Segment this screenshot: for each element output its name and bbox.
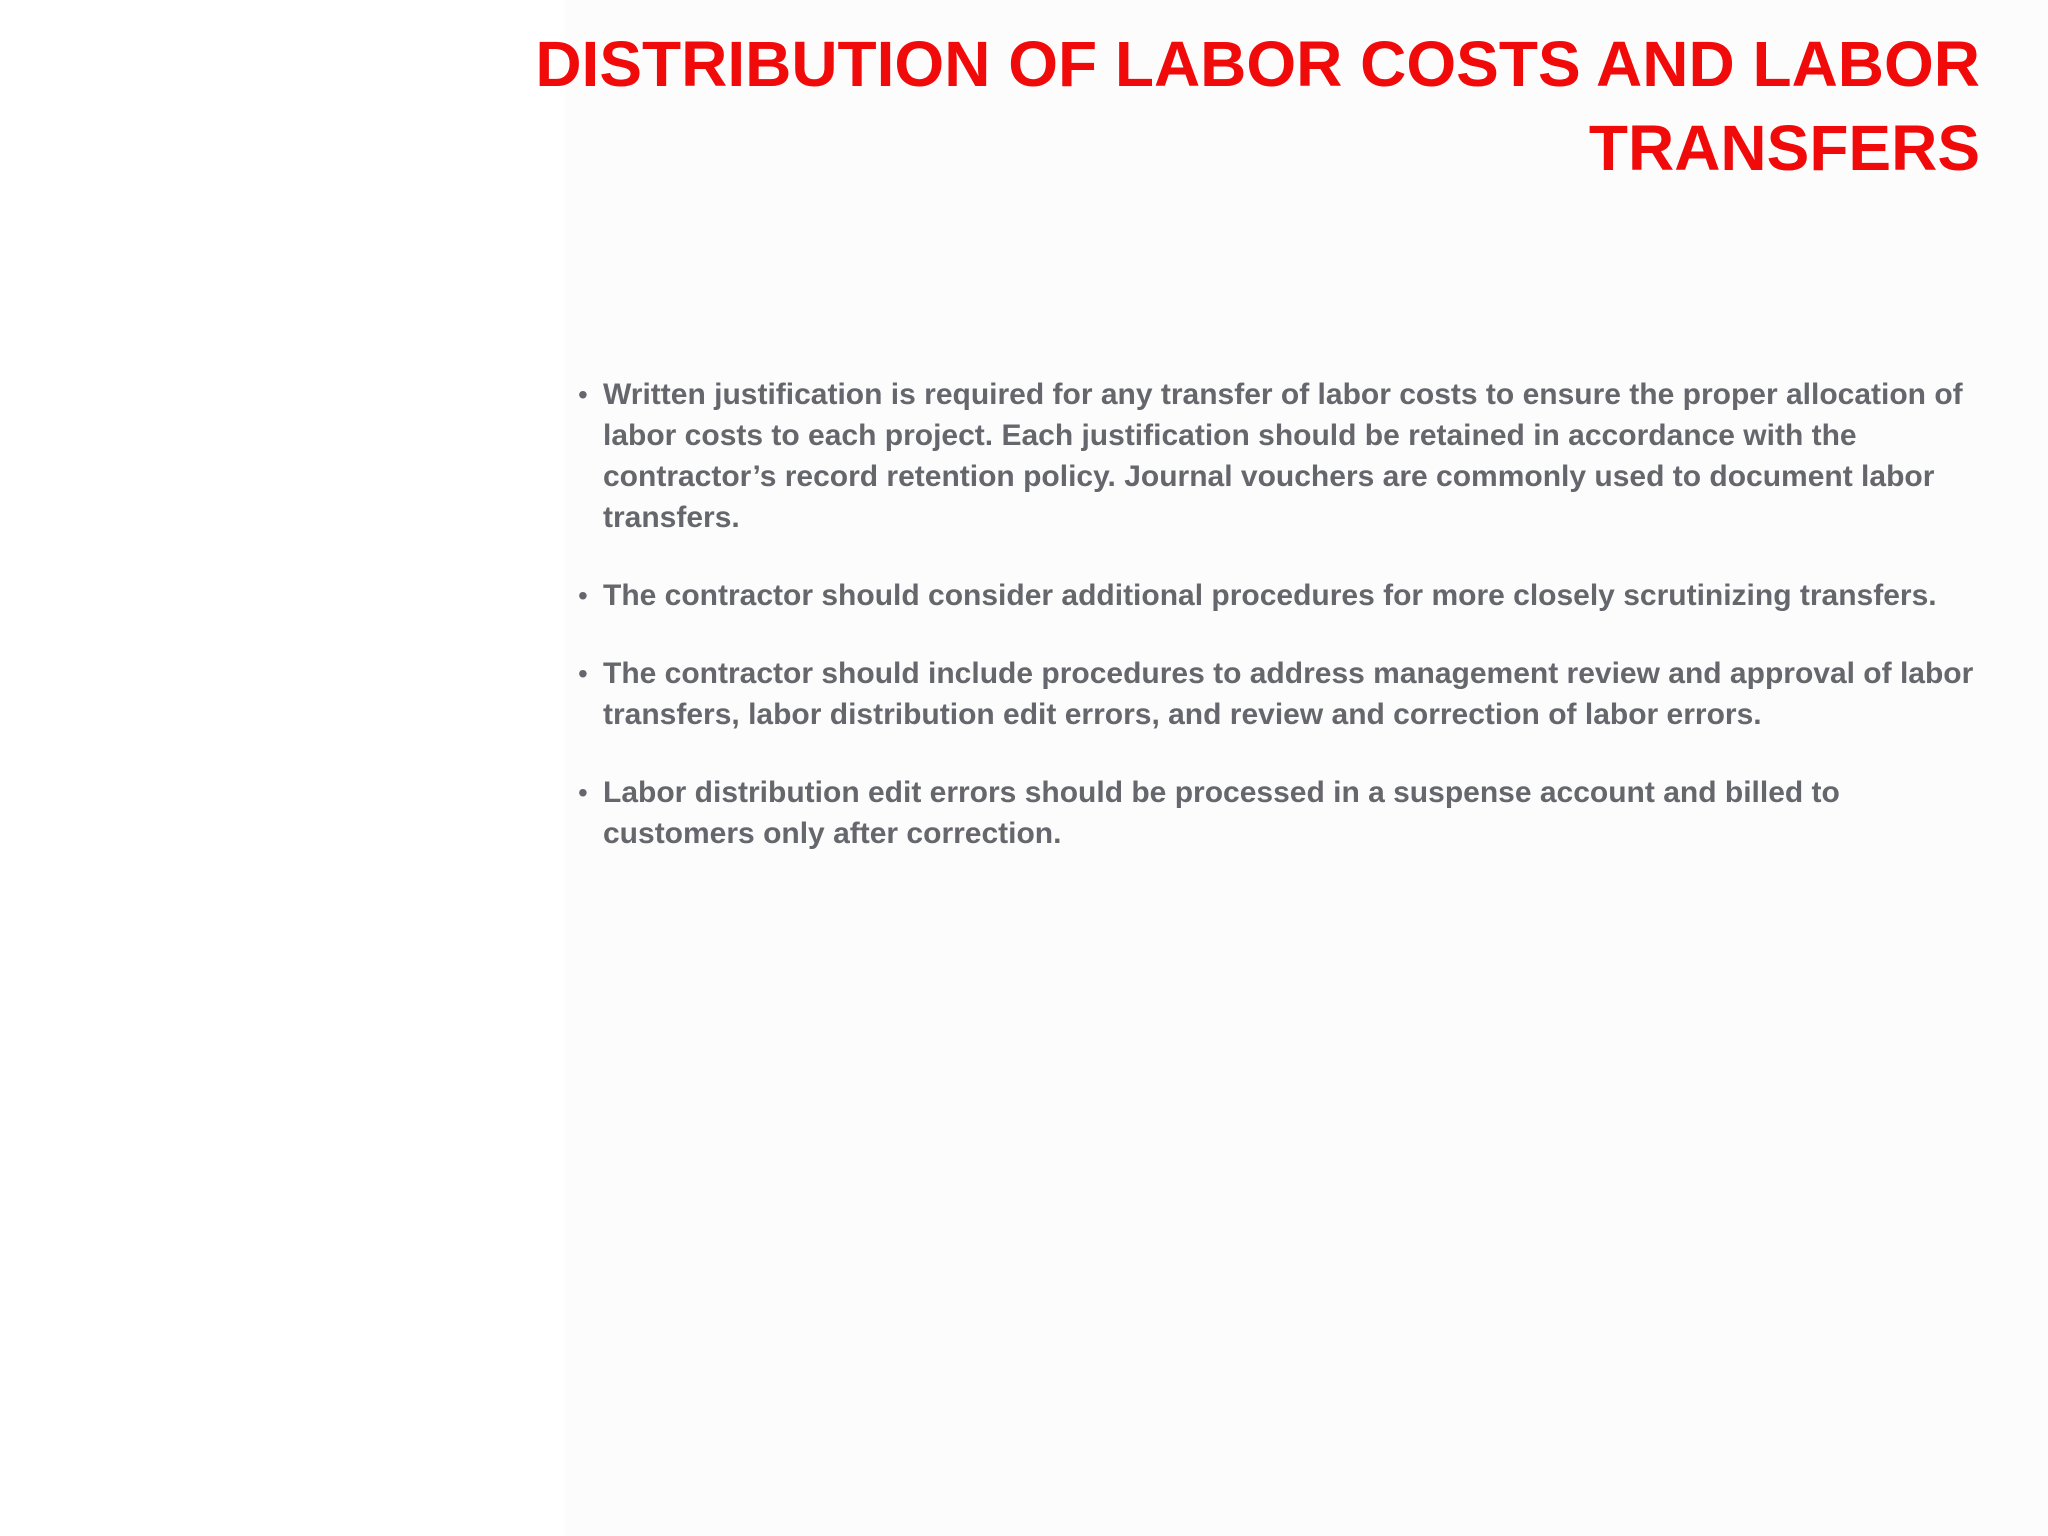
bullet-item	[578, 653, 1980, 735]
bullet-item	[578, 575, 1980, 616]
bullet-list	[578, 374, 1980, 891]
bullet-text: The contractor should consider additional procedures for more closely scrutinizing transfers.	[603, 579, 1937, 612]
bullet-item	[578, 772, 1980, 854]
bullet-text: Written justification is required for any transfer of labor costs to ensure the proper allocation of labor costs to each project. Each justification should be retained in accordance with the contractor’s record retention policy. Journal vouchers are commonly used to document labor transfers.	[603, 378, 1963, 534]
bullet-item	[578, 374, 1980, 538]
bullet-icon: •	[578, 580, 588, 611]
bullet-icon: •	[578, 777, 588, 808]
bullet-text: Labor distribution edit errors should be processed in a suspense account and billed to customers only after correction.	[603, 776, 1840, 850]
bullet-text: The contractor should include procedures to address management review and approval of labor transfers, labor distribution edit errors, and review and correction of labor errors.	[603, 657, 1974, 731]
bullet-icon: •	[578, 379, 588, 410]
slide-title: DISTRIBUTION OF LABOR COSTS AND LABOR TRANSFERS	[535, 28, 1980, 184]
bullet-icon: •	[578, 658, 588, 689]
